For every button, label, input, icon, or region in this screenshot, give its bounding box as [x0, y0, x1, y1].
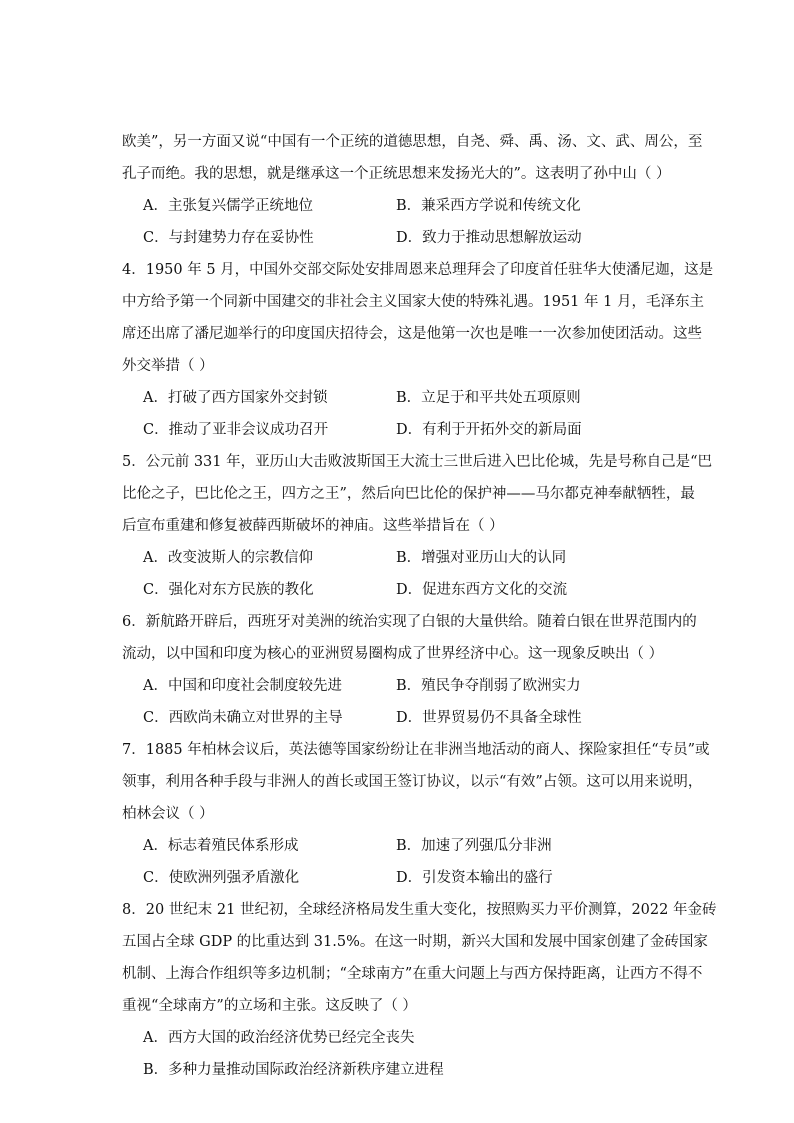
question-5-option-c: C．强化对东方民族的教化	[143, 582, 314, 598]
question-3-option-c: C．与封建势力存在妥协性	[143, 230, 314, 246]
question-5-text-line: 后宣布重建和修复被薛西斯破坏的神庙。这些举措旨在（ ）	[122, 518, 504, 534]
question-8-text-line: 8．20 世纪末 21 世纪初，全球经济格局发生重大变化，按照购买力平价测算，2022 年金砖	[122, 902, 717, 918]
question-7-option-b: B．加速了列强瓜分非洲	[396, 838, 552, 854]
question-8-option-b: B．多种力量推动国际政治经济新秩序建立进程	[143, 1062, 444, 1078]
question-6-text-line: 流动，以中国和印度为核心的亚洲贸易圈构成了世界经济中心。这一现象反映出（ ）	[122, 646, 664, 662]
question-7-text-line: 领事，利用各种手段与非洲人的酋长或国王签订协议，以示“有效”占领。这可以用来说明，	[122, 774, 703, 790]
question-6-text-line: 6．新航路开辟后，西班牙对美洲的统治实现了白银的大量供给。随着白银在世界范围内的	[122, 614, 697, 630]
question-3-text-line: 欧美”，另一方面又说“中国有一个正统的道德思想，自尧、舜、禹、汤、文、武、周公，至	[122, 134, 703, 150]
question-8-text-line: 五国占全球 GDP 的比重达到 31.5%。在这一时期，新兴大国和发展中国家创建了金砖国家	[122, 934, 708, 950]
question-5-option-a: A．改变波斯人的宗教信仰	[143, 550, 313, 566]
question-4-text-line: 外交举措（ ）	[122, 358, 214, 374]
question-4-text-line: 中方给予第一个同新中国建交的非社会主义国家大使的特殊礼遇。1951 年 1 月，毛泽东主	[122, 294, 704, 310]
question-4-option-b: B．立足于和平共处五项原则	[396, 390, 581, 406]
question-6-option-d: D．世界贸易仍不具备全球性	[396, 710, 582, 726]
question-4-option-a: A．打破了西方国家外交封锁	[143, 390, 328, 406]
question-8-text-line: 机制、上海合作组织等多边机制；“全球南方”在重大问题上与西方保持距离，让西方不得不	[122, 966, 703, 982]
question-6-option-c: C．西欧尚未确立对世界的主导	[143, 710, 343, 726]
question-6-option-b: B．殖民争夺削弱了欧洲实力	[396, 678, 581, 694]
question-6-option-a: A．中国和印度社会制度较先进	[143, 678, 342, 694]
question-5-option-d: D．促进东西方文化的交流	[396, 582, 568, 598]
question-7-option-c: C．使欧洲列强矛盾激化	[143, 870, 300, 886]
question-5-text-line: 5．公元前 331 年，亚历山大击败波斯国王大流士三世后进入巴比伦城，先是号称自己是“巴	[122, 454, 713, 470]
question-8-text-line: 重视“全球南方”的立场和主张。这反映了（ ）	[122, 998, 417, 1014]
question-7-option-a: A．标志着殖民体系形成	[143, 838, 299, 854]
question-5-option-b: B．增强对亚历山大的认同	[396, 550, 567, 566]
question-3-option-a: A．主张复兴儒学正统地位	[143, 198, 313, 214]
question-4-option-c: C．推动了亚非会议成功召开	[143, 422, 329, 438]
question-7-text-line: 柏林会议（ ）	[122, 806, 214, 822]
question-4-text-line: 4．1950 年 5 月，中国外交部交际处安排周恩来总理拜会了印度首任驻华大使潘尼迦，这是	[122, 262, 714, 278]
question-7-text-line: 7．1885 年柏林会议后，英法德等国家纷纷让在非洲当地活动的商人、探险家担任“专员”或	[122, 742, 710, 758]
question-4-option-d: D．有利于开拓外交的新局面	[396, 422, 582, 438]
question-5-text-line: 比伦之子，巴比伦之王，四方之王”，然后向巴比伦的保护神——马尔都克神奉献牺牲，最	[122, 486, 695, 502]
question-3-text-line: 孔子而绝。我的思想，就是继承这一个正统思想来发扬光大的”。这表明了孙中山（ ）	[122, 166, 671, 182]
question-7-option-d: D．引发资本输出的盛行	[396, 870, 553, 886]
question-3-option-d: D．致力于推动思想解放运动	[396, 230, 582, 246]
question-8-option-a: A．西方大国的政治经济优势已经完全丧失	[143, 1030, 415, 1046]
question-3-option-b: B．兼采西方学说和传统文化	[396, 198, 581, 214]
question-4-text-line: 席还出席了潘尼迦举行的印度国庆招待会，这是他第一次也是唯一一次参加使团活动。这些	[122, 326, 702, 342]
